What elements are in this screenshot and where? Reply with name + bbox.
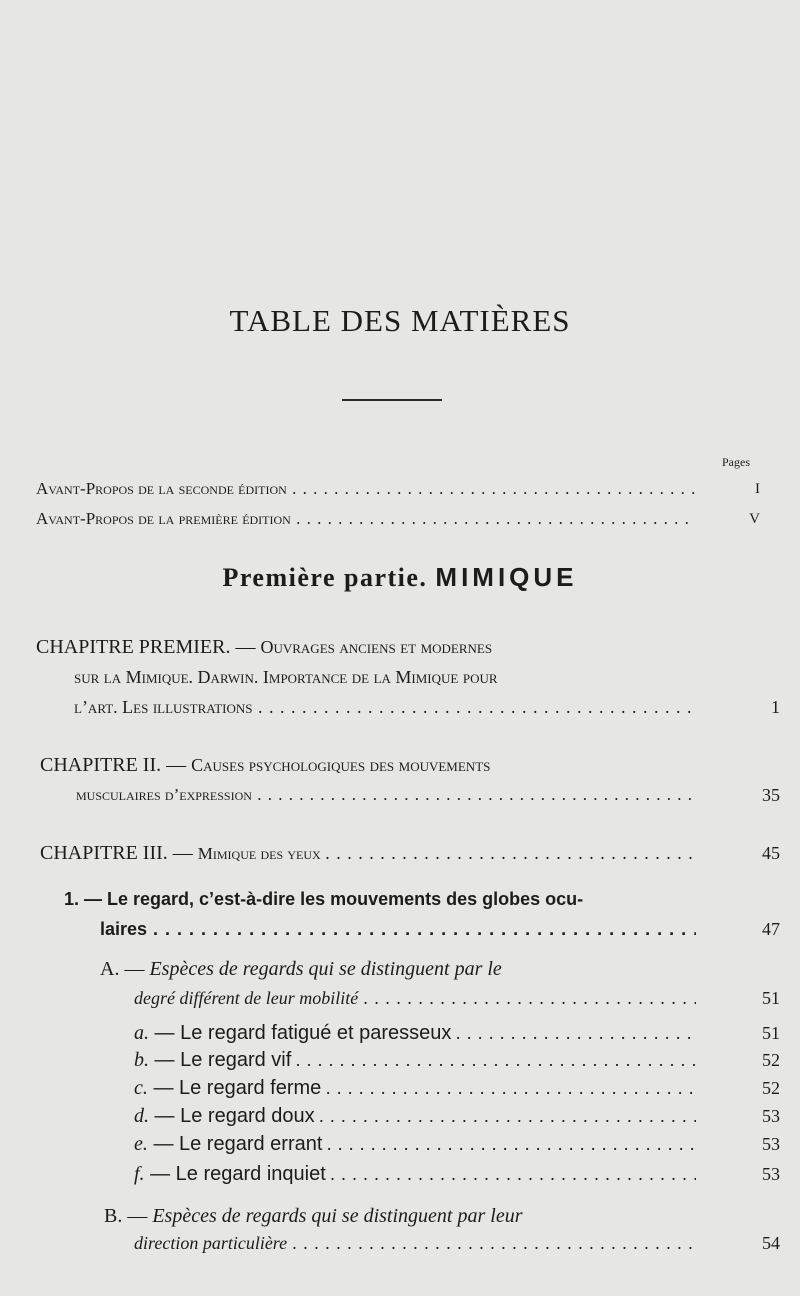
- toc-chapter-1-line3: [0, 692, 800, 722]
- item-title: — Le regard doux: [149, 1105, 315, 1127]
- chapter-heading: CHAPITRE PREMIER. —: [36, 636, 261, 658]
- entry-page: 52: [762, 1078, 780, 1098]
- entry-page: I: [755, 481, 760, 497]
- entry-page: 53: [762, 1106, 780, 1126]
- page-title: TABLE DES MATIÈRES: [229, 303, 571, 338]
- section-title: 1. — Le regard, c’est-à-dire les mouvements des globes ocu-: [64, 889, 584, 909]
- chapter-title: Ouvrages anciens et modernes: [260, 637, 493, 657]
- item-title: — Le regard vif: [149, 1049, 292, 1071]
- toc-section-b-line1: [0, 1201, 800, 1231]
- entry-page: 53: [762, 1134, 780, 1154]
- entry-page: 47: [762, 919, 780, 939]
- part-heading: [0, 562, 800, 593]
- entry-page: 52: [762, 1050, 780, 1070]
- chapter-title: sur la Mimique. Darwin. Importance de la Mimique pour: [74, 667, 498, 687]
- title-rule: [342, 399, 442, 401]
- item-letter: c.: [134, 1077, 148, 1099]
- section-title: direction particulière . . .: [134, 1228, 696, 1258]
- item-letter: f.: [134, 1163, 145, 1185]
- chapter-title: Mimique des yeux: [197, 844, 321, 863]
- item-title: — Le regard fatigué et paresseux: [149, 1022, 452, 1044]
- chapter-title: l’art. Les illustrations . . .: [74, 692, 696, 722]
- part-name: MIMIQUE: [435, 562, 578, 592]
- toc-item-b: [0, 1045, 800, 1075]
- item-letter: b.: [134, 1049, 149, 1071]
- chapter-title: Causes psychologiques des mouvements: [191, 755, 491, 775]
- toc-section-a-line1: [0, 954, 800, 984]
- toc-chapter-1-line2: [0, 662, 800, 692]
- entry-page: 51: [762, 988, 780, 1008]
- toc-entry-avant-propos-premiere: [0, 504, 800, 534]
- entry-label: Avant-Propos de la première édition . . .: [36, 504, 696, 534]
- toc-section-b-line2: [0, 1228, 800, 1258]
- chapter-heading: CHAPITRE II. —: [40, 754, 192, 776]
- toc-item-f: [0, 1159, 800, 1189]
- item-title: — Le regard inquiet: [144, 1163, 326, 1185]
- toc-item-e: [0, 1129, 800, 1159]
- toc-section-a-line2: [0, 983, 800, 1013]
- toc-chapter-1-line1: [0, 632, 800, 662]
- section-marker: B. —: [104, 1205, 153, 1227]
- entry-page: 54: [762, 1233, 780, 1253]
- toc-chapter-2-line2: [0, 780, 800, 810]
- item-title: — Le regard errant: [147, 1133, 323, 1155]
- item-letter: d.: [134, 1105, 149, 1127]
- item-letter: e.: [134, 1133, 148, 1155]
- part-prefix: Première partie.: [222, 563, 428, 592]
- entry-page: 45: [762, 843, 780, 863]
- entry-page: 53: [762, 1164, 780, 1184]
- toc-section-1-line2: [0, 914, 800, 944]
- section-title: Espèces de regards qui se distinguent par le: [149, 958, 502, 980]
- section-marker: A. —: [100, 958, 150, 980]
- pages-column-label: Pages: [722, 455, 750, 469]
- chapter-heading: CHAPITRE III. —: [40, 842, 198, 864]
- entry-page: 51: [762, 1023, 780, 1043]
- toc-chapter-3: [0, 838, 800, 868]
- toc-item-a: [0, 1018, 800, 1048]
- toc-chapter-2-line1: [0, 750, 800, 780]
- item-letter: a.: [134, 1022, 149, 1044]
- toc-section-1-line1: [0, 884, 800, 914]
- entry-label: Avant-Propos de la seconde édition . . .: [36, 474, 696, 504]
- section-title: laires . . .: [100, 914, 696, 944]
- entry-page: 35: [762, 785, 780, 805]
- entry-page: 1: [771, 697, 780, 717]
- toc-item-d: [0, 1101, 800, 1131]
- entry-page: V: [749, 511, 760, 527]
- toc-entry-avant-propos-seconde: [0, 474, 800, 504]
- toc-item-c: [0, 1073, 800, 1103]
- section-title: degré différent de leur mobilité . . .: [134, 983, 696, 1013]
- chapter-title: musculaires d’expression . . .: [76, 780, 696, 810]
- item-title: — Le regard ferme: [147, 1077, 322, 1099]
- section-title: Espèces de regards qui se distinguent par leur: [152, 1205, 523, 1227]
